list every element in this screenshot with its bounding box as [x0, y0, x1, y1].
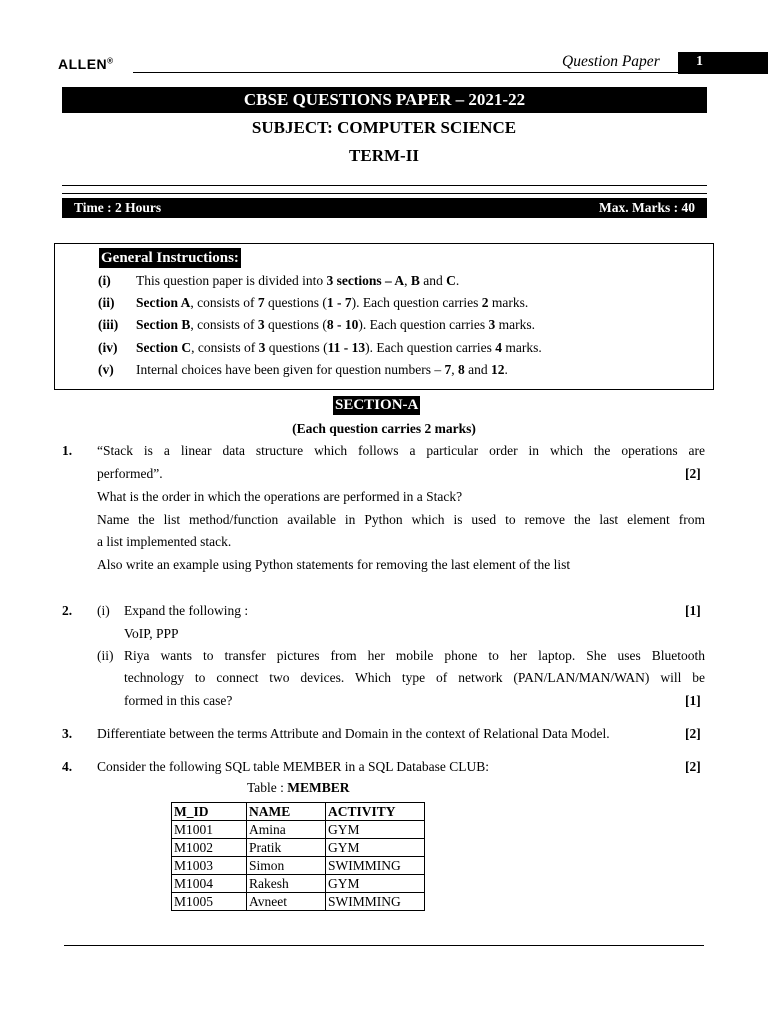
- table-body: [172, 821, 425, 911]
- instruction-text: [136, 273, 459, 289]
- table-cell: M1005: [172, 893, 247, 911]
- table-cell: Simon: [247, 857, 326, 875]
- instruction-text: [136, 317, 535, 333]
- q2-i-terms: VoIP, PPP: [124, 626, 179, 641]
- time-label: Time : 2 Hours: [74, 200, 162, 215]
- table-cell: M1002: [172, 839, 247, 857]
- q2-number: 2.: [62, 603, 73, 618]
- q1-line-1: “Stack is a linear data structure which follows a particular order in which the operations are: [97, 443, 705, 458]
- table-cell: Pratik: [247, 839, 326, 857]
- instruction-emphasis: 12: [491, 362, 505, 377]
- instruction-emphasis: , consists of: [190, 317, 258, 332]
- table-row: [172, 839, 425, 857]
- instruction-number: (i): [98, 273, 111, 288]
- instruction-segment: 1 - 7: [326, 295, 352, 310]
- q3-mark: [2]: [685, 726, 701, 741]
- table-row: [172, 821, 425, 839]
- general-instructions-title: General Instructions:: [101, 250, 239, 266]
- q1-number: 1.: [62, 443, 73, 458]
- instruction-segment: 3: [257, 317, 265, 332]
- q1-mark: [2]: [685, 466, 701, 481]
- instruction-number: (iii): [98, 317, 119, 332]
- column-header: NAME: [247, 803, 326, 821]
- section-a-title: SECTION-A: [335, 397, 419, 413]
- instruction-text: [136, 362, 508, 378]
- instruction-emphasis: ). Each question carries: [351, 295, 482, 310]
- q2-ii-number: (ii): [97, 648, 114, 663]
- instruction-segment: Internal choices have been given for question numbers –: [136, 362, 445, 377]
- table-cell: M1004: [172, 875, 247, 893]
- instruction-emphasis: marks.: [495, 317, 535, 332]
- table-cell: GYM: [326, 875, 425, 893]
- q2-ii-line-3: formed in this case?: [124, 693, 233, 708]
- q2-ii-mark: [1]: [685, 693, 701, 708]
- instruction-emphasis: marks.: [501, 340, 542, 355]
- page-number-tab: [678, 52, 768, 74]
- q2-i-mark: [1]: [685, 603, 701, 618]
- column-header: ACTIVITY: [326, 803, 425, 821]
- q1-line-4: Name the list method/function available in Python which is used to remove the last element from: [97, 512, 705, 527]
- table-cell: GYM: [326, 821, 425, 839]
- q2-i-text: Expand the following :: [124, 603, 249, 618]
- table-cell: Amina: [247, 821, 326, 839]
- term-title: TERM-II: [349, 146, 419, 165]
- q2-ii-line-1: Riya wants to transfer pictures from her mobile phone to her laptop. She uses Bluetooth: [124, 648, 705, 663]
- table-cell: M1003: [172, 857, 247, 875]
- table-cell: Avneet: [247, 893, 326, 911]
- max-marks-label: Max. Marks : 40: [599, 200, 695, 215]
- instruction-segment: This question paper is divided into: [136, 273, 327, 288]
- instruction-emphasis: B: [410, 273, 420, 288]
- table-caption-name: MEMBER: [287, 780, 350, 795]
- table-caption: [247, 780, 350, 796]
- table-cell: M1001: [172, 821, 247, 839]
- instruction-segment: 8 - 10: [326, 317, 359, 332]
- instruction-emphasis: 3 sections – A: [326, 273, 405, 288]
- q1-line-5: a list implemented stack.: [97, 534, 232, 549]
- table-header-row: [172, 803, 425, 821]
- instruction-emphasis: ). Each question carries: [358, 317, 489, 332]
- instruction-segment: ,: [404, 273, 411, 288]
- instruction-segment: Section B: [136, 317, 191, 332]
- instruction-segment: 4: [495, 340, 502, 355]
- title-divider: [62, 185, 707, 186]
- instruction-emphasis: questions (: [264, 295, 327, 310]
- table-caption-prefix: Table :: [247, 780, 288, 795]
- table-cell: SWIMMING: [326, 893, 425, 911]
- instruction-segment: 2: [481, 295, 489, 310]
- header-rule: [133, 72, 678, 73]
- q3-text: Differentiate between the terms Attribute and Domain in the context of Relational Data Model.: [97, 726, 610, 741]
- instruction-segment: 3: [488, 317, 496, 332]
- table-row: [172, 893, 425, 911]
- member-table: [171, 802, 425, 911]
- instruction-emphasis: , consists of: [191, 340, 259, 355]
- instruction-segment: and: [419, 273, 447, 288]
- column-header: M_ID: [172, 803, 247, 821]
- instruction-segment: 7: [257, 295, 265, 310]
- instruction-segment: ,: [451, 362, 459, 377]
- instruction-emphasis: ). Each question carries: [365, 340, 496, 355]
- table-cell: Rakesh: [247, 875, 326, 893]
- instruction-emphasis: 7: [444, 362, 452, 377]
- subject-title: SUBJECT: COMPUTER SCIENCE: [251, 118, 517, 137]
- instruction-segment: 11 - 13: [327, 340, 366, 355]
- instruction-emphasis: marks.: [488, 295, 529, 310]
- q4-mark: [2]: [685, 759, 701, 774]
- info-bar: [62, 198, 707, 218]
- registered-mark: ®: [107, 56, 114, 66]
- instruction-segment: and: [464, 362, 492, 377]
- instruction-emphasis: questions (: [264, 317, 327, 332]
- q1-line-6: Also write an example using Python statements for removing the last element of the list: [97, 557, 571, 572]
- instruction-segment: .: [504, 362, 508, 377]
- instruction-emphasis: , consists of: [190, 295, 258, 310]
- brand-name: ALLEN: [58, 56, 108, 72]
- table-cell: SWIMMING: [326, 857, 425, 875]
- page-number: 1: [696, 54, 703, 69]
- table-row: [172, 875, 425, 893]
- instruction-emphasis: questions (: [265, 340, 328, 355]
- title-divider-2: [62, 193, 707, 194]
- q2-i-number: (i): [97, 603, 110, 618]
- header-label: Question Paper: [562, 53, 660, 70]
- instruction-segment: 3: [258, 340, 266, 355]
- q2-ii-line-2: technology to connect two devices. Which type of network (PAN/LAN/MAN/WAN) will be: [124, 670, 705, 685]
- instruction-text: [136, 340, 542, 356]
- instruction-emphasis: 8: [458, 362, 465, 377]
- q3-number: 3.: [62, 726, 73, 741]
- q4-text: Consider the following SQL table MEMBER in a SQL Database CLUB:: [97, 759, 489, 774]
- instruction-emphasis: C: [446, 273, 456, 288]
- table-row: [172, 857, 425, 875]
- q1-line-2: performed”.: [97, 466, 163, 481]
- q4-number: 4.: [62, 759, 73, 774]
- q1-line-3: What is the order in which the operations are performed in a Stack?: [97, 489, 463, 504]
- instruction-segment: Section A: [136, 295, 191, 310]
- footer-rule: [64, 945, 704, 946]
- table-cell: GYM: [326, 839, 425, 857]
- paper-title: CBSE QUESTIONS PAPER – 2021-22: [62, 87, 707, 113]
- section-a-subtitle: (Each question carries 2 marks): [292, 421, 476, 436]
- instruction-number: (ii): [98, 295, 115, 310]
- instruction-segment: .: [455, 273, 460, 288]
- instruction-text: [136, 295, 528, 311]
- instruction-number: (v): [98, 362, 114, 377]
- brand-logo: [58, 56, 114, 72]
- instruction-segment: Section C: [136, 340, 192, 355]
- instruction-number: (iv): [98, 340, 118, 355]
